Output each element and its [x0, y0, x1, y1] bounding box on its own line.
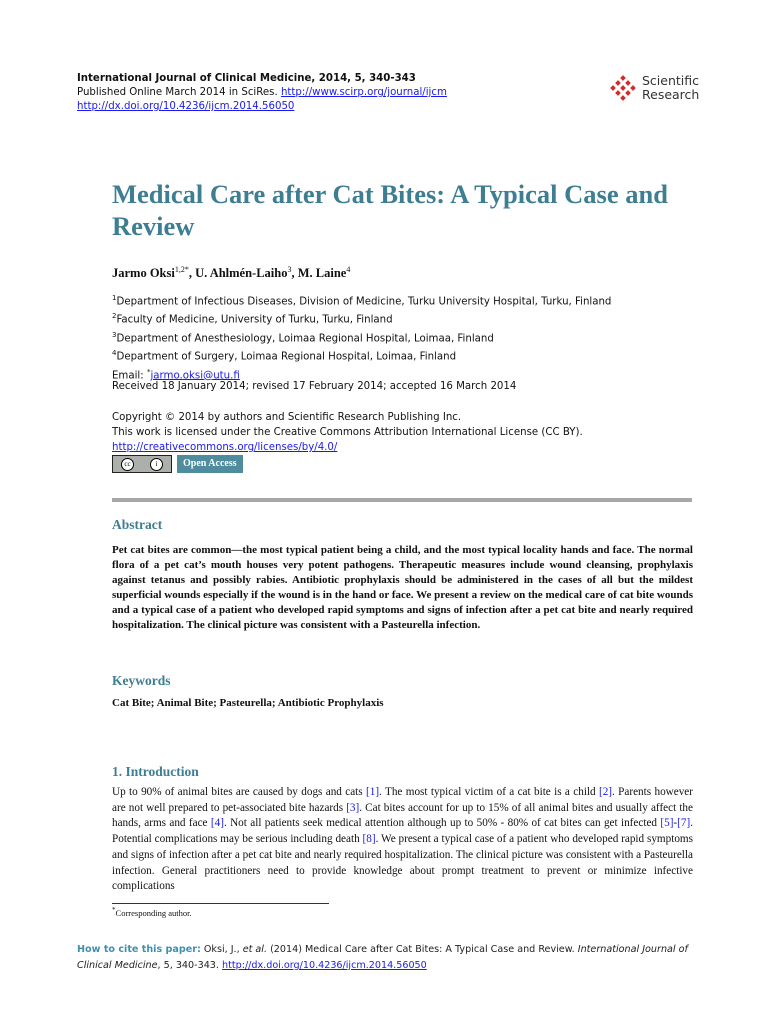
scirp-logo-icon	[610, 75, 636, 101]
license-line: This work is licensed under the Creative Commons Attribution International License (CC BY).	[112, 427, 583, 438]
how-to-cite: How to cite this paper: Oksi, J., et al. (2014) Medical Care after Cat Bites: A Typical Case and Review. International Journal of Clinical Medicine, 5, 340-343. http://dx.doi.org/10.4236/ijcm.2014.56050	[77, 944, 688, 971]
cite-journal: International Journal of Clinical Medicine	[77, 944, 688, 971]
intro-text-run: -	[673, 817, 678, 830]
author-list: Jarmo Oksi$^{1,2*}$, U. Ahlmén-Laiho$^3$, M. Laine$^4$	[112, 265, 351, 281]
abstract-heading: Abstract	[112, 517, 163, 532]
citation-link[interactable]: [7]	[677, 817, 691, 830]
affiliation: $^1$Department of Infectious Diseases, Division of Medicine, Turku University Hospital, Turku, Finland	[112, 294, 612, 308]
citation-link[interactable]: [5]	[660, 817, 674, 830]
footnote-divider	[112, 903, 329, 904]
affiliation: $^4$Department of Surgery, Loimaa Regional Hospital, Loimaa, Finland	[112, 349, 457, 363]
citation-link[interactable]: [8]	[362, 833, 376, 846]
email-sup: *	[146, 367, 151, 376]
citation-link[interactable]: [4]	[210, 817, 224, 830]
copyright-block	[112, 410, 583, 455]
published-line	[77, 86, 447, 100]
keywords-text: Cat Bite; Animal Bite; Pasteurella; Antibiotic Prophylaxis	[112, 697, 384, 709]
affiliations	[112, 291, 611, 383]
affiliation: $^3$Department of Anesthesiology, Loimaa Regional Hospital, Loimaa, Finland	[112, 330, 494, 345]
paper-title: Medical Care after Cat Bites: A Typical Case and Review	[112, 179, 668, 241]
citation-link[interactable]: [1]	[366, 786, 380, 798]
published-prefix: Published Online March 2014 in SciRes.	[77, 87, 278, 98]
intro-text-run: Up to 90% of animal bites are caused by dogs and cats	[112, 786, 366, 798]
journal-citation: International Journal of Clinical Medicine, 2014, 5, 340-343	[77, 73, 416, 84]
journal-header	[77, 72, 447, 114]
email-link[interactable]: jarmo.oksi@utu.fi	[150, 369, 240, 381]
author-name: M. Laine	[297, 266, 347, 281]
open-access-badge: Open Access	[177, 455, 243, 473]
affiliation: $^2$Faculty of Medicine, University of Turku, Turku, Finland	[112, 312, 393, 326]
abstract-text: Pet cat bites are common—the most typical patient being a child, and the most typical locality hands and face. The normal flora of a pet cat’s mouth houses very potent pathogens. Therapeutic measures include wound cleansing, prophylaxis against tetanus and possibly rabies. Antibiotic prophylaxis should be administered in the cases of all but the mildest superficial wounds especially if the wound is in the hand or face. We present a review on the medical care of cat bite wounds and a typical case of a patient who developed rapid symptoms and signs of infection after a pet cat bite and nearly required hospitalization. The clinical picture was consistent with a Pasteurella infection.	[112, 544, 693, 631]
intro-text-run: . Cat bites account for up to 15% of all animal bites and usually affect the hands, arms and face	[112, 801, 693, 830]
creative-commons-by-icon[interactable]	[112, 455, 172, 473]
license-url-link[interactable]: http://creativecommons.org/licenses/by/4.0/	[112, 442, 338, 453]
cc-glyph: cc	[121, 458, 134, 471]
section-divider	[112, 498, 692, 502]
logo-line-1: Scientific	[642, 73, 700, 88]
received-dates: Received 18 January 2014; revised 17 February 2014; accepted 16 March 2014	[112, 381, 517, 392]
citation-link[interactable]: [3]	[346, 801, 360, 814]
author-name: U. Ahlmén-Laiho	[195, 266, 288, 281]
logo-line-2: Research	[642, 87, 700, 102]
intro-text-run: . The most typical victim of a cat bite is a child	[379, 786, 599, 798]
email-label: Email:	[112, 369, 144, 381]
open-access-row	[112, 455, 243, 473]
doi-link[interactable]: http://dx.doi.org/10.4236/ijcm.2014.56050	[77, 101, 295, 112]
citation-link[interactable]: [2]	[598, 786, 613, 798]
journal-url-link[interactable]: http://www.scirp.org/journal/ijcm	[280, 87, 447, 98]
intro-text-run: . Potential complications may be serious including death	[112, 817, 693, 846]
cite-doi-link[interactable]: http://dx.doi.org/10.4236/ijcm.2014.56050	[222, 960, 427, 971]
introduction-heading: 1. Introduction	[112, 764, 199, 779]
author-sup: 3	[287, 265, 292, 274]
copyright-line: Copyright © 2014 by authors and Scientific Research Publishing Inc.	[112, 412, 462, 423]
intro-text-run: . We present a typical case of a patient who developed rapid symptoms and signs of infection after a pet cat bite and nearly required hospitalization. The clinical picture was consistent with a Pasteurella infection. General practitioners need to provide knowledge about prompt treatment to prevent or minimize infective complications	[112, 833, 693, 893]
introduction-text	[112, 785, 693, 895]
how-to-cite-label: How to cite this paper:	[77, 944, 201, 955]
footnote: *Corresponding author.	[112, 906, 192, 918]
author-sup: 1,2*	[174, 265, 189, 274]
scientific-research-logo	[610, 74, 699, 102]
author-sup: 4	[346, 265, 351, 274]
by-glyph: i	[150, 458, 163, 471]
intro-text-run: . Not all patients seek medical attention although up to 50% - 80% of cat bites can get infected	[223, 817, 661, 830]
keywords-heading: Keywords	[112, 673, 171, 688]
author-name: Jarmo Oksi	[112, 266, 175, 281]
intro-text-run: . Parents however are not well prepared to pet-associated bite hazards	[112, 786, 693, 814]
